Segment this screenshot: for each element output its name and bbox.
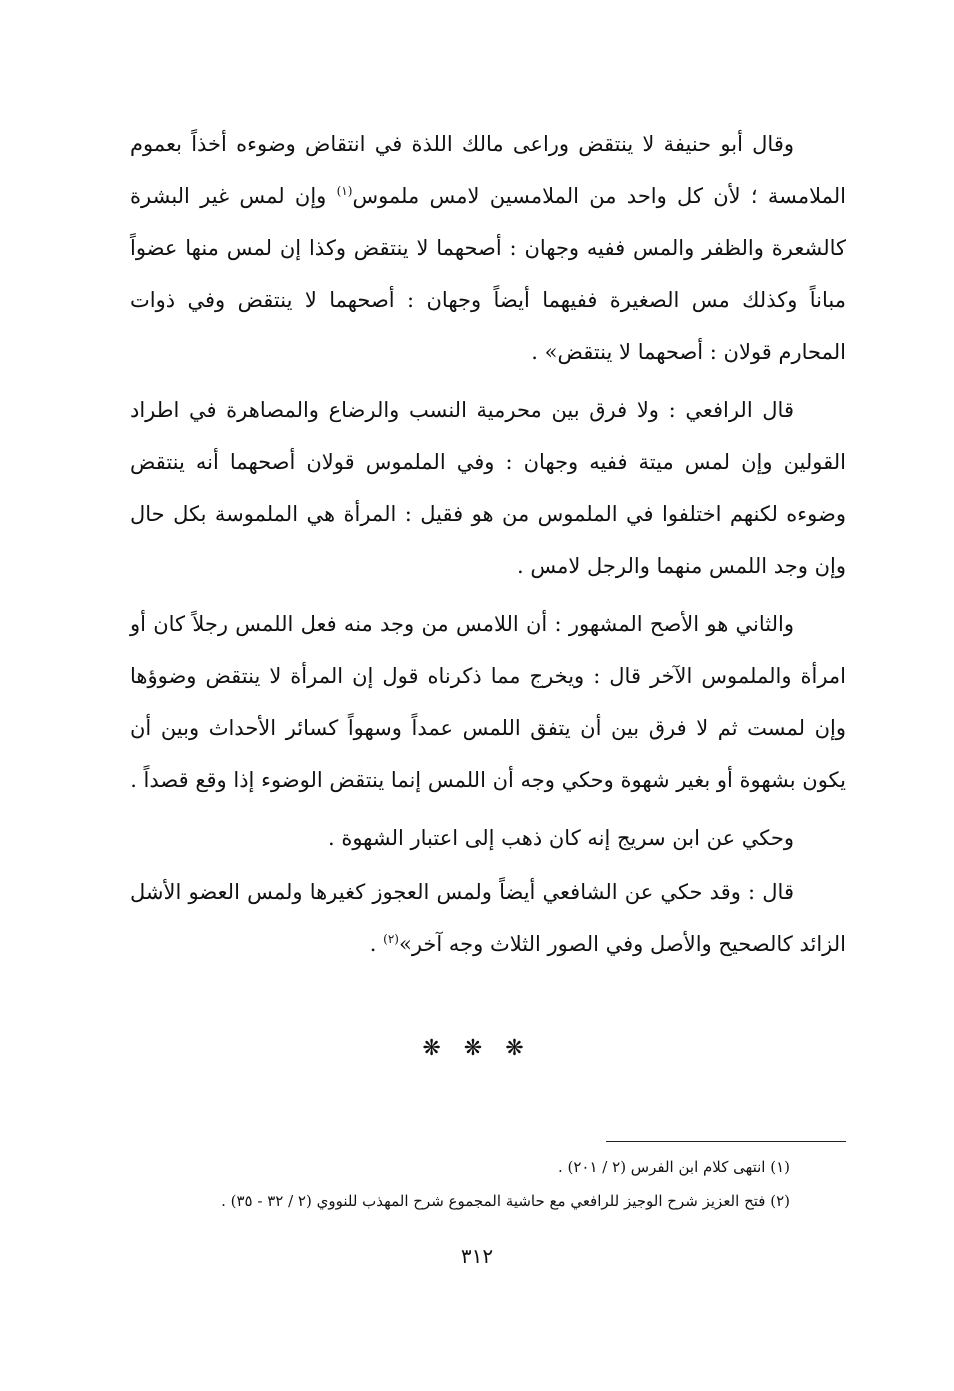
footnote-ref-1: (١): [336, 184, 353, 198]
footnote-2: (٢) فتح العزيز شرح الوجيز للرافعي مع حاشية المجموع شرح المهذب للنووي (٢ / ٣٢ - ٣٥) .: [221, 1192, 790, 1210]
paragraph-1-text-after: وإن لمس غير البشرة كالشعرة والظفر والمس ففيه وجهان : أصحهما لا ينتقض وكذا إن لمس منها عضواً مباناً وكذلك مس الصغيرة ففيهما أيضاً وجهان : أصحهما لا ينتقض وفي ذوات المحارم قولان : أصحهما لا ينتقض» .: [130, 184, 846, 364]
paragraph-2-text: قال الرافعي : ولا فرق بين محرمية النسب والرضاع والمصاهرة في اطراد القولين وإن لمس ميتة ففيه وجهان : وفي الملموس قولان أصحهما أنه ينتقض وضوءه لكنهم اختلفوا في الملموس من هو فقيل : المرأة هي الملموسة بكل حال وإن وجد اللمس منهما والرجل لامس .: [130, 398, 846, 578]
section-divider-asterisks: ❋ ❋ ❋: [422, 1036, 532, 1061]
paragraph-4: [130, 812, 846, 864]
paragraph-3: [130, 598, 846, 806]
paragraph-2: [130, 384, 846, 592]
main-text: [130, 118, 846, 976]
footnote-separator-line: [606, 1141, 846, 1142]
footnote-1: (١) انتهى كلام ابن الفرس (٢ / ٢٠١) .: [557, 1158, 790, 1176]
paragraph-1-text: وقال أبو حنيفة لا ينتقض وراعى مالك اللذة في انتقاض وضوءه أخذاً بعموم الملامسة ؛ لأن كل واحد من الملامسين لامس ملموس: [130, 132, 846, 208]
paragraph-5-text-after: .: [369, 932, 384, 956]
paragraph-4-text: وحكي عن ابن سريج إنه كان ذهب إلى اعتبار الشهوة .: [327, 826, 794, 850]
paragraph-5: [130, 866, 846, 970]
paragraph-1: [130, 118, 846, 378]
footnotes: [130, 1150, 790, 1218]
paragraph-3-text: والثاني هو الأصح المشهور : أن اللامس من وجد منه فعل اللمس رجلاً كان أو امرأة والملموس الآخر قال : ويخرج مما ذكرناه قول إن المرأة لا ينتقض وضوؤها وإن لمست ثم لا فرق بين أن يتفق اللمس عمداً وسهواً كسائر الأحداث وبين أن يكون بشهوة أو بغير شهوة وحكي وجه أن اللمس إنما ينتقض الوضوء إذا وقع قصداً .: [130, 612, 846, 792]
footnote-ref-2: (٢): [383, 932, 399, 946]
paragraph-5-text: قال : وقد حكي عن الشافعي أيضاً ولمس العجوز كغيرها ولمس العضو الأشل الزائد كالصحيح والأصل وفي الصور الثلاث وجه آخر»: [130, 880, 846, 956]
page-number: ٣١٢: [460, 1244, 494, 1268]
